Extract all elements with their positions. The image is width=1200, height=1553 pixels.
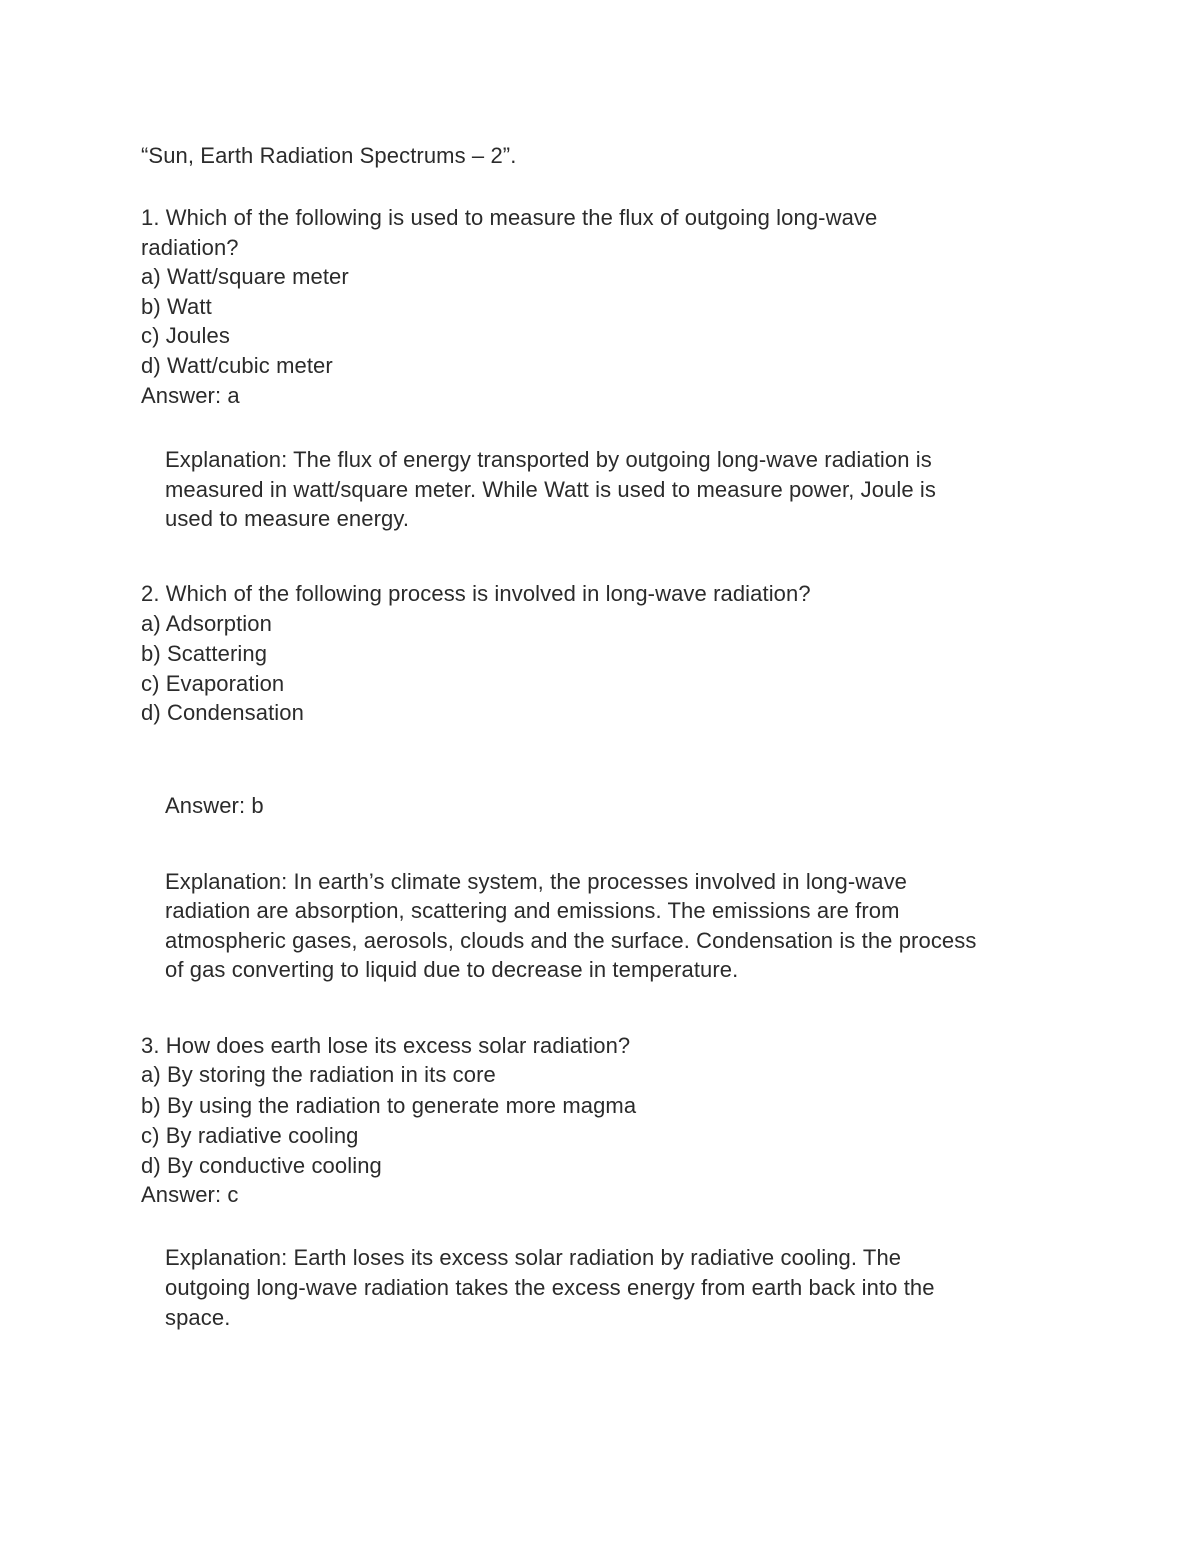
question-2-option-c: c) Evaporation <box>141 671 285 696</box>
question-1-explanation-line-2: measured in watt/square meter. While Watt is used to measure power, Joule is <box>165 477 937 502</box>
question-1-explanation-line-1: Explanation: The flux of energy transported by outgoing long-wave radiation is <box>165 447 932 472</box>
question-3-text-line-1: 3. How does earth lose its excess solar radiation? <box>141 1033 631 1058</box>
question-3-explanation-line-1: Explanation: Earth loses its excess solar radiation by radiative cooling. The <box>165 1245 902 1270</box>
question-1-answer: Answer: a <box>141 383 240 408</box>
question-2-explanation-line-2: radiation are absorption, scattering and emissions. The emissions are from <box>165 898 900 923</box>
question-1-option-d: d) Watt/cubic meter <box>141 353 333 378</box>
question-3-explanation-line-2: outgoing long-wave radiation takes the excess energy from earth back into the <box>165 1275 935 1300</box>
question-2-explanation-line-1: Explanation: In earth’s climate system, the processes involved in long-wave <box>165 869 908 894</box>
question-3-explanation-line-3: space. <box>165 1305 231 1330</box>
question-2-option-d: d) Condensation <box>141 700 304 725</box>
question-1-text-line-1: 1. Which of the following is used to measure the flux of outgoing long-wave <box>141 205 878 230</box>
question-1-option-c: c) Joules <box>141 323 230 348</box>
question-3-option-d: d) By conductive cooling <box>141 1153 382 1178</box>
question-2-option-b: b) Scattering <box>141 641 268 666</box>
question-1-text-line-2: radiation? <box>141 235 239 260</box>
question-3-option-a: a) By storing the radiation in its core <box>141 1062 496 1087</box>
question-1-option-a: a) Watt/square meter <box>141 264 349 289</box>
question-2-text-line-1: 2. Which of the following process is involved in long-wave radiation? <box>141 581 811 606</box>
question-3-option-c: c) By radiative cooling <box>141 1123 359 1148</box>
question-1-option-b: b) Watt <box>141 294 212 319</box>
question-1-explanation-line-3: used to measure energy. <box>165 506 410 531</box>
question-3-answer: Answer: c <box>141 1182 239 1207</box>
document-title: “Sun, Earth Radiation Spectrums – 2”. <box>141 143 517 168</box>
question-3-option-b: b) By using the radiation to generate more magma <box>141 1093 637 1118</box>
question-2-answer: Answer: b <box>165 793 264 818</box>
question-2-explanation-line-4: of gas converting to liquid due to decrease in temperature. <box>165 957 739 982</box>
question-2-explanation-line-3: atmospheric gases, aerosols, clouds and the surface. Condensation is the process <box>165 928 977 953</box>
question-2-option-a: a) Adsorption <box>141 611 272 636</box>
